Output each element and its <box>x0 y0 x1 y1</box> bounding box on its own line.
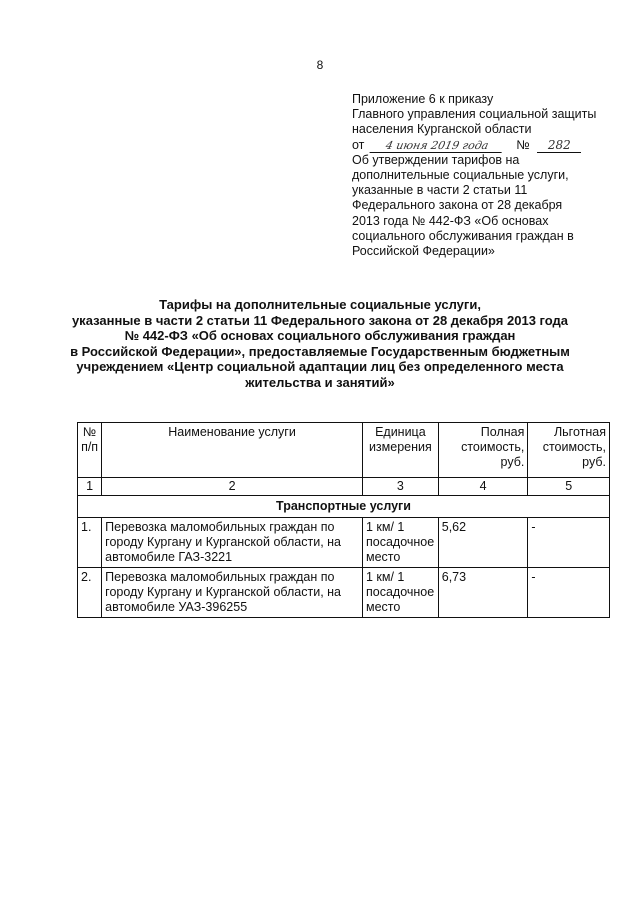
order-date-number-line <box>352 138 622 153</box>
title-line: в Российской Федерации», предоставляемые Государственным бюджетным <box>70 343 570 359</box>
appendix-line: Главного управления социальной защиты <box>352 107 597 122</box>
column-index: 1 <box>78 478 102 496</box>
tariffs-table <box>77 422 610 618</box>
title-line: жительства и занятий» <box>245 374 395 390</box>
column-index: 5 <box>528 478 610 496</box>
subject-line: 2013 года № 442-ФЗ «Об основах <box>352 213 549 228</box>
table-row <box>78 518 610 568</box>
column-index: 2 <box>102 478 363 496</box>
number-prefix: № <box>516 137 530 152</box>
full-cost: 5,62 <box>438 518 528 568</box>
appendix-block <box>352 92 622 259</box>
subject-line: указанные в части 2 статьи 11 <box>352 183 528 198</box>
title-line: Тарифы на дополнительные социальные услуги, <box>159 297 481 312</box>
header-pref-cost: Льготная стоимость, руб. <box>528 423 610 478</box>
header-num: № п/п <box>78 423 102 478</box>
section-row <box>78 496 610 518</box>
column-index-row <box>78 478 610 496</box>
appendix-line: Приложение 6 к приказу <box>352 92 494 106</box>
subject-line: дополнительные социальные услуги, <box>352 168 569 183</box>
row-number: 2. <box>78 568 102 618</box>
header-name: Наименование услуги <box>102 423 363 478</box>
title-line: указанные в части 2 статьи 11 Федерального закона от 28 декабря 2013 года <box>71 312 569 328</box>
page-number: 8 <box>316 58 324 72</box>
pref-cost: - <box>528 568 610 618</box>
section-title: Транспортные услуги <box>78 496 610 518</box>
service-name: Перевозка маломобильных граждан по городу Кургану и Курганской области, на автомобиле ГАЗ-3221 <box>102 518 363 568</box>
column-index: 3 <box>363 478 439 496</box>
date-prefix: от <box>352 137 365 152</box>
subject-line: Об утверждении тарифов на <box>352 152 520 167</box>
service-unit: 1 км/ 1 посадочное место <box>363 568 439 618</box>
subject-line: Российской Федерации» <box>352 244 495 259</box>
column-index: 4 <box>438 478 528 496</box>
pref-cost: - <box>528 518 610 568</box>
row-number: 1. <box>78 518 102 568</box>
title-line: № 442-ФЗ «Об основах социального обслуживания граждан <box>124 328 516 344</box>
handwritten-date: 4 июня 2019 года <box>369 139 504 153</box>
handwritten-number: 282 <box>537 139 581 153</box>
appendix-line: населения Курганской области <box>352 122 532 137</box>
table-header-row <box>78 423 610 478</box>
service-name: Перевозка маломобильных граждан по городу Кургану и Курганской области, на автомобиле УАЗ-396255 <box>102 568 363 618</box>
document-title <box>40 297 600 391</box>
title-line: учреждением «Центр социальной адаптации лиц без определенного места <box>76 359 564 375</box>
header-unit: Единица измерения <box>363 423 439 478</box>
full-cost: 6,73 <box>438 568 528 618</box>
subject-line: социального обслуживания граждан в <box>352 228 574 243</box>
table-row <box>78 568 610 618</box>
header-full-cost: Полная стоимость, руб. <box>438 423 528 478</box>
service-unit: 1 км/ 1 посадочное место <box>363 518 439 568</box>
subject-line: Федерального закона от 28 декабря <box>352 198 563 213</box>
